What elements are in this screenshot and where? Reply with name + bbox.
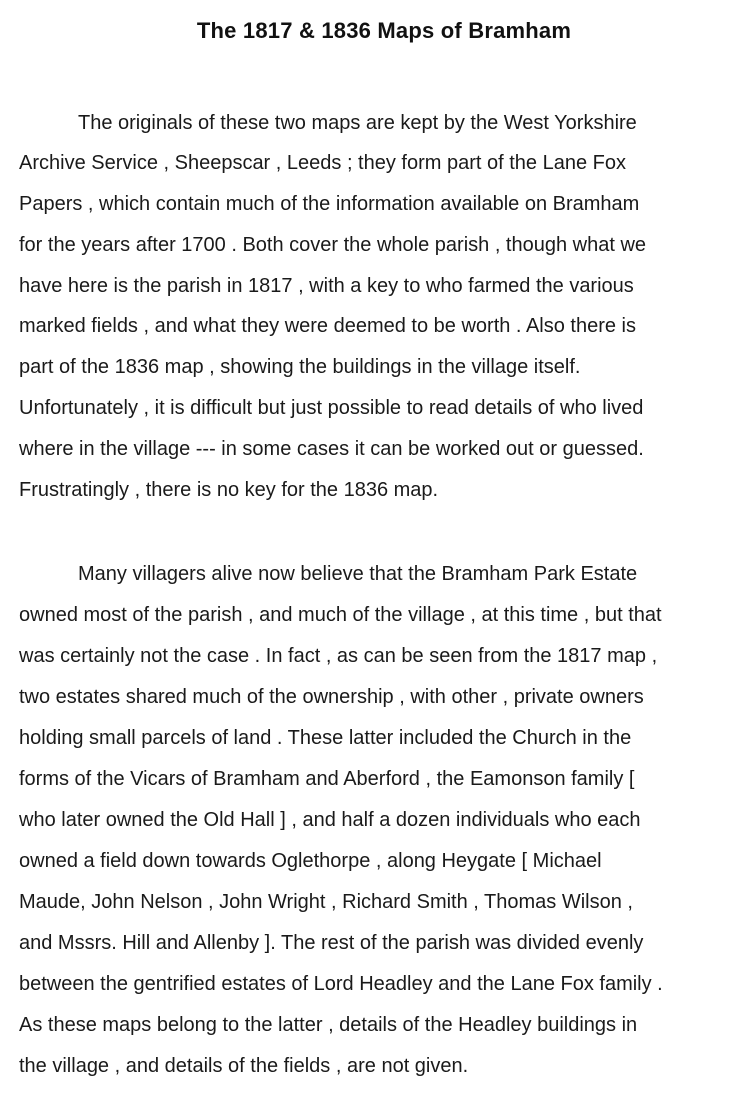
text-line: and Mssrs. Hill and Allenby ]. The rest of the parish was divided evenly	[19, 932, 644, 954]
text-line: marked fields , and what they were deemed to be worth . Also there is	[19, 315, 636, 337]
text-line: forms of the Vicars of Bramham and Aberford , the Eamonson family [	[19, 768, 635, 790]
text-line: The originals of these two maps are kept by the West Yorkshire	[78, 112, 637, 134]
text-line: Unfortunately , it is difficult but just possible to read details of who lived	[19, 397, 644, 419]
text-line: between the gentrified estates of Lord Headley and the Lane Fox family .	[19, 973, 663, 995]
text-line: the village , and details of the fields , are not given.	[19, 1055, 469, 1077]
text-line: where in the village --- in some cases it can be worked out or guessed.	[19, 438, 644, 460]
text-line: Many villagers alive now believe that the Bramham Park Estate	[78, 563, 638, 585]
text-line: Frustratingly , there is no key for the 1836 map.	[19, 479, 439, 501]
text-line: Maude, John Nelson , John Wright , Richard Smith , Thomas Wilson ,	[19, 891, 633, 913]
text-line: part of the 1836 map , showing the buildings in the village itself.	[19, 356, 581, 378]
text-line: owned most of the parish , and much of the village , at this time , but that	[19, 604, 662, 626]
text-line: who later owned the Old Hall ] , and half a dozen individuals who each	[19, 809, 641, 831]
text-line: Papers , which contain much of the information available on Bramham	[19, 193, 640, 215]
text-line: Archive Service , Sheepscar , Leeds ; they form part of the Lane Fox	[19, 152, 626, 174]
text-line: As these maps belong to the latter , details of the Headley buildings in	[19, 1014, 638, 1036]
text-line: was certainly not the case . In fact , as can be seen from the 1817 map ,	[19, 645, 658, 667]
text-line: two estates shared much of the ownership , with other , private owners	[19, 686, 644, 708]
text-line: for the years after 1700 . Both cover the whole parish , though what we	[19, 234, 647, 256]
page-title: The 1817 & 1836 Maps of Bramham	[196, 18, 572, 43]
text-line: have here is the parish in 1817 , with a key to who farmed the various	[19, 275, 634, 297]
text-line: holding small parcels of land . These latter included the Church in the	[19, 727, 632, 749]
text-line: owned a field down towards Oglethorpe , along Heygate [ Michael	[19, 850, 602, 872]
